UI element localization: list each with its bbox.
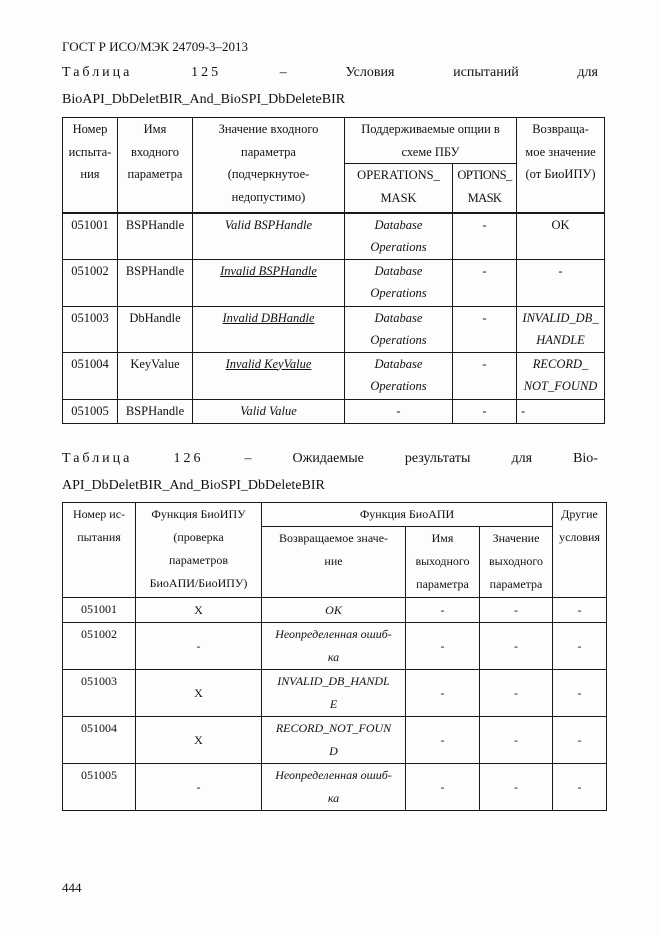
table-header-row [63,503,607,527]
caption-line-1 [62,450,598,468]
cell-spi-function: X [136,717,262,764]
caption-word: Ожидаемые [292,451,364,466]
cell-other-conditions: - [553,764,607,811]
caption-line-2: BioAPI_DbDeletBIR_And_BioSPI_DbDeleteBIR [62,92,346,107]
cell-test-number: 051004 [63,717,136,764]
cell-param-value-invalid: Invalid KeyValue [193,352,345,399]
cell-test-number: 051005 [63,399,118,423]
cell-test-number: 051002 [63,623,136,670]
cell-return-value: INVALID_DB_ HANDLE [517,306,605,352]
table-row [63,764,607,811]
cell-output-param-name: - [406,670,480,717]
header-spi-function: Функция БиоИПУ (проверка параметров БиоАПИ/БиоИПУ) [136,503,262,598]
cell-param-name: BSPHandle [118,213,193,260]
cell-param-value-invalid: Invalid BSPHandle [193,259,345,306]
cell-options-mask: - [453,213,517,260]
cell-return-value: OK [262,598,406,623]
header-output-param-value: Значение выходного параметра [480,527,553,598]
cell-param-value: Valid Value [193,399,345,423]
cell-test-number: 051004 [63,352,118,399]
cell-options-mask: - [453,352,517,399]
cell-output-param-name: - [406,623,480,670]
cell-operations-mask: Database Operations [345,306,453,352]
table-row [63,213,605,260]
cell-other-conditions: - [553,623,607,670]
cell-test-number: 051002 [63,259,118,306]
table-row [63,717,607,764]
cell-test-number: 051001 [63,598,136,623]
cell-operations-mask: Database Operations [345,352,453,399]
cell-spi-function: - [136,623,262,670]
cell-return-value: OK [517,213,605,260]
cell-return-value: - [517,399,605,423]
caption-word: Условия [345,65,395,80]
cell-return-value: Неопределенная ошиб- ка [262,764,406,811]
page-number: 444 [62,880,82,895]
table-125-caption [62,64,598,82]
cell-output-param-name: - [406,764,480,811]
cell-operations-mask: Database Operations [345,259,453,306]
header-return-value: Возвращаемое значе- ние [262,527,406,598]
cell-options-mask: - [453,306,517,352]
cell-other-conditions: - [553,670,607,717]
table-126-caption [62,450,598,468]
cell-operations-mask: Database Operations [345,213,453,260]
table-row [63,623,607,670]
caption-table-number: 126 [173,451,204,466]
document-header: ГОСТ Р ИСО/МЭК 24709-3–2013 [62,39,249,54]
header-supported-options-group: Поддерживаемые опции в схеме ПБУ [345,118,517,164]
caption-word: для [577,65,598,80]
cell-spi-function: X [136,598,262,623]
cell-test-number: 051003 [63,670,136,717]
cell-param-value: Valid BSPHandle [193,213,345,260]
header-output-param-name: Имя выходного параметра [406,527,480,598]
cell-param-value-invalid: Invalid DBHandle [193,306,345,352]
caption-dash: – [279,65,287,80]
cell-output-param-value: - [480,670,553,717]
cell-test-number: 051001 [63,213,118,260]
cell-test-number: 051005 [63,764,136,811]
cell-return-value: INVALID_DB_HANDL E [262,670,406,717]
cell-operations-mask: - [345,399,453,423]
caption-word: Таблица [62,451,133,466]
cell-param-name: DbHandle [118,306,193,352]
header-other-conditions: Другие условия [553,503,607,598]
cell-options-mask: - [453,259,517,306]
cell-return-value: Неопределенная ошиб- ка [262,623,406,670]
table-row [63,259,605,306]
caption-line-1 [62,64,598,82]
cell-output-param-name: - [406,598,480,623]
cell-param-name: KeyValue [118,352,193,399]
caption-word: результаты [404,451,471,466]
table-row [63,306,605,352]
cell-output-param-value: - [480,717,553,764]
header-test-number: Номер ис- пытания [63,503,136,598]
caption-line-2: API_DbDeletBIR_And_BioSPI_DbDeleteBIR [62,478,325,493]
table-row [63,399,605,423]
table-row [63,352,605,399]
cell-other-conditions: - [553,717,607,764]
cell-return-value: - [517,259,605,306]
cell-spi-function: X [136,670,262,717]
caption-word: для [511,451,533,466]
header-operations-mask: OPERATIONS_ MASK [345,164,453,213]
cell-param-name: BSPHandle [118,259,193,306]
cell-output-param-value: - [480,764,553,811]
table-125 [62,117,605,424]
caption-word: Bio- [573,451,598,466]
cell-output-param-name: - [406,717,480,764]
table-header-row [63,118,605,164]
header-options-mask: OPTIONS_ MASK [453,164,517,213]
caption-dash: – [244,451,252,466]
cell-spi-function: - [136,764,262,811]
caption-word: Таблица [62,65,133,80]
table-row [63,598,607,623]
caption-word: испытаний [453,65,519,80]
table-row [63,670,607,717]
cell-test-number: 051003 [63,306,118,352]
cell-output-param-value: - [480,623,553,670]
cell-return-value: RECORD_ NOT_FOUND [517,352,605,399]
cell-other-conditions: - [553,598,607,623]
header-api-function-group: Функция БиоАПИ [262,503,553,527]
header-input-param-value: Значение входного параметра (подчеркнутое- недопустимо) [193,118,345,213]
cell-options-mask: - [453,399,517,423]
cell-return-value: RECORD_NOT_FOUN D [262,717,406,764]
header-test-number: Номер испыта- ния [63,118,118,213]
header-input-param-name: Имя входного параметра [118,118,193,213]
cell-param-name: BSPHandle [118,399,193,423]
cell-output-param-value: - [480,598,553,623]
table-126 [62,502,607,811]
caption-table-number: 125 [191,65,222,80]
header-return-value: Возвраща- мое значение (от БиоИПУ) [517,118,605,213]
